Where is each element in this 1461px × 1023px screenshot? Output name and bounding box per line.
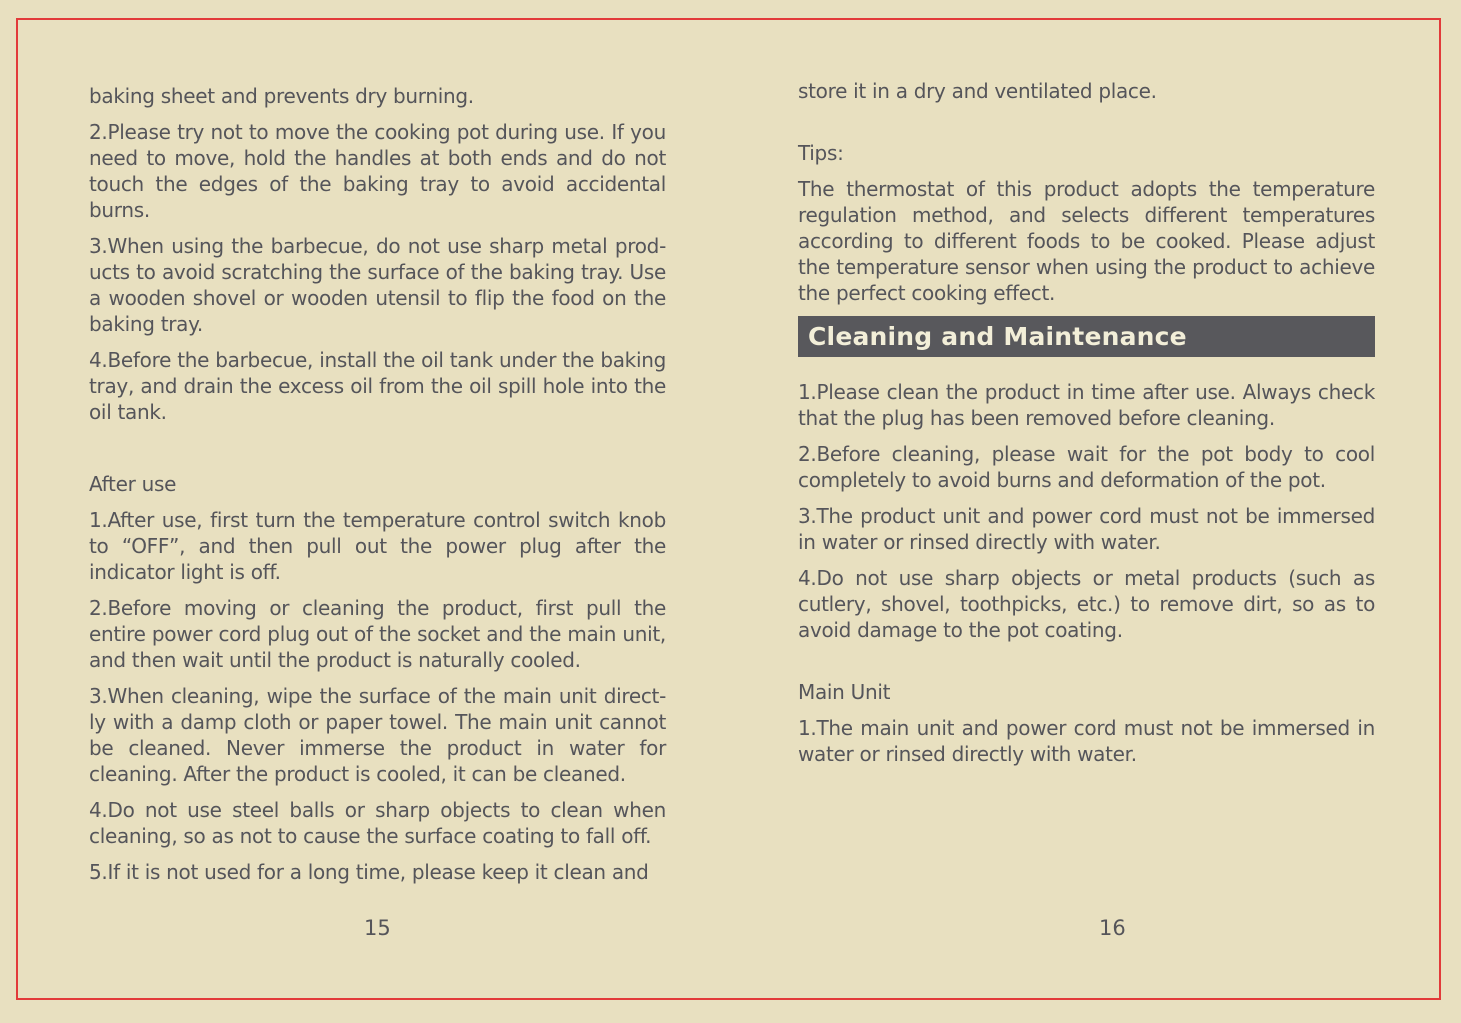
left-page-column bbox=[89, 83, 666, 895]
cleaning-item: 1.Please clean the product in time after use. Always check that the plug has been removed before cleaning. bbox=[798, 380, 1375, 430]
tips-text: The thermostat of this product adopts the temperature regulation method, and selects different temperatures according to different foods to be cooked. Please adjust the temperature sensor when using the product to achieve the perfect cooking effect. bbox=[798, 177, 1375, 305]
right-page-column bbox=[798, 78, 1375, 777]
after-use-item: 3.When cleaning, wipe the surface of the main unit direct-ly with a damp cloth or paper towel. The main unit cannot be cleaned. Never immerse the product in water for cleaning. After the product is cooled, it can be cleaned. bbox=[89, 684, 666, 786]
cleaning-item: 2.Before cleaning, please wait for the pot body to cool completely to avoid burns and deformation of the pot. bbox=[798, 442, 1375, 492]
paragraph: 2.Please try not to move the cooking pot during use. If you need to move, hold the handles at both ends and do not touch the edges of the baking tray to avoid accidental burns. bbox=[89, 120, 666, 222]
after-use-item: 4.Do not use steel balls or sharp objects to clean when cleaning, so as not to cause the surface coating to fall off. bbox=[89, 798, 666, 848]
paragraph: 4.Before the barbecue, install the oil tank under the baking tray, and drain the excess oil from the oil spill hole into the oil tank. bbox=[89, 348, 666, 424]
paragraph: 3.When using the barbecue, do not use sharp metal prod-ucts to avoid scratching the surface of the baking tray. Use a wooden shovel or wooden utensil to flip the food on the baking tray. bbox=[89, 234, 666, 336]
after-use-item: 5.If it is not used for a long time, please keep it clean and bbox=[89, 860, 649, 884]
page-number-right: 16 bbox=[1099, 916, 1126, 940]
cleaning-maintenance-banner: Cleaning and Maintenance bbox=[798, 316, 1375, 357]
tips-heading: Tips: bbox=[798, 141, 844, 165]
paragraph: baking sheet and prevents dry burning. bbox=[89, 84, 474, 108]
paragraph: store it in a dry and ventilated place. bbox=[798, 79, 1157, 103]
after-use-item: 2.Before moving or cleaning the product, first pull the entire power cord plug out of the socket and the main unit, and then wait until the product is naturally cooled. bbox=[89, 596, 666, 672]
cleaning-item: 3.The product unit and power cord must not be immersed in water or rinsed directly with water. bbox=[798, 504, 1375, 554]
cleaning-item: 4.Do not use sharp objects or metal products (such as cutlery, shovel, toothpicks, etc.) to remove dirt, so as to avoid damage to the pot coating. bbox=[798, 566, 1375, 642]
main-unit-item: 1.The main unit and power cord must not be immersed in water or rinsed directly with water. bbox=[798, 716, 1375, 766]
after-use-heading: After use bbox=[89, 472, 177, 496]
page-number-left: 15 bbox=[364, 916, 391, 940]
after-use-item: 1.After use, first turn the temperature control switch knob to “OFF”, and then pull out the power plug after the indicator light is off. bbox=[89, 508, 666, 584]
main-unit-heading: Main Unit bbox=[798, 680, 891, 704]
